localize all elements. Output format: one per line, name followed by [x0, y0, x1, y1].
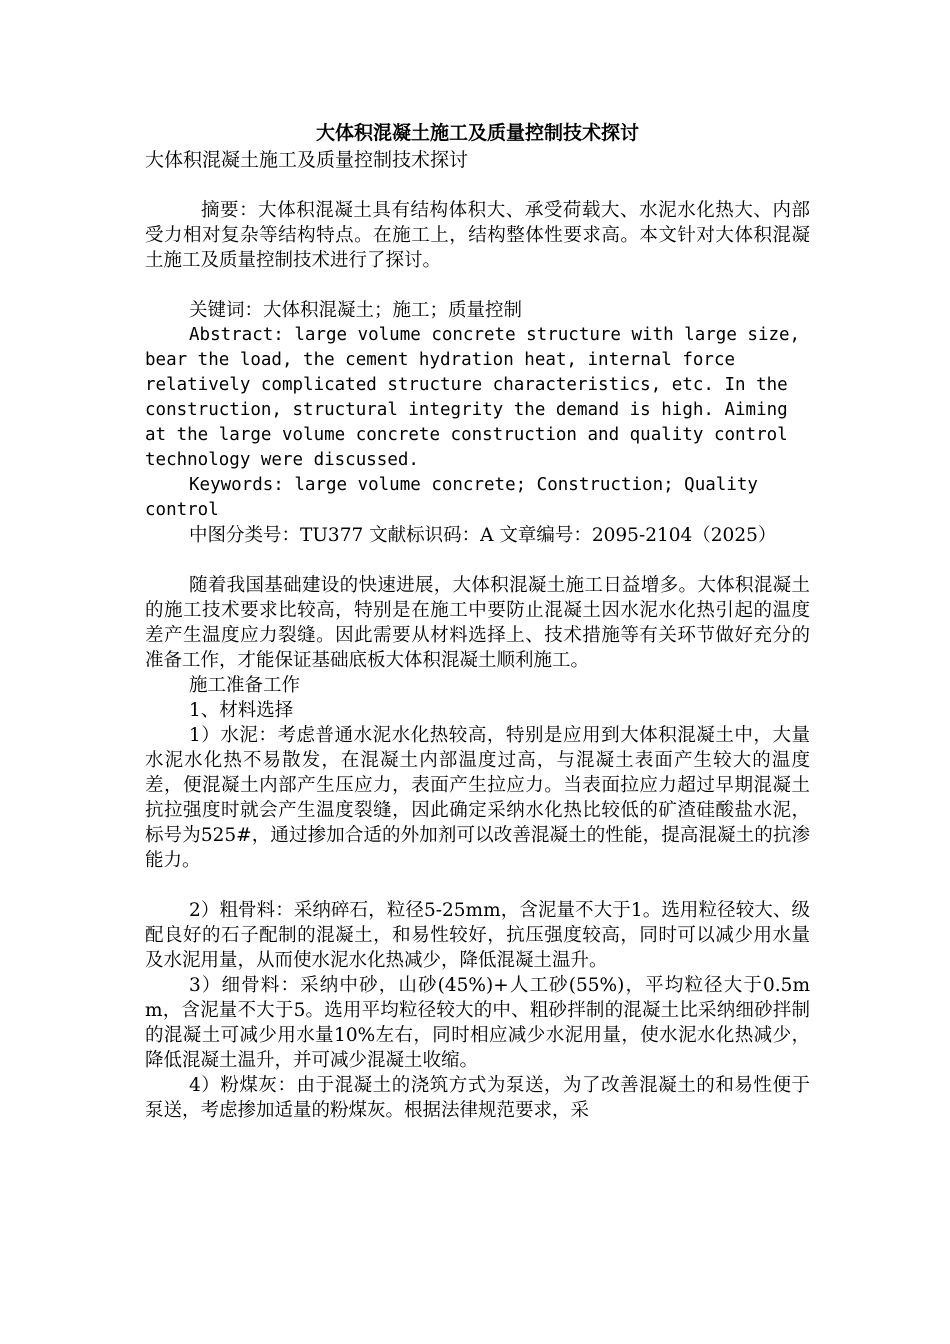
item-coarse-aggregate: 2）粗骨料：采纳碎石，粒径5-25mm，含泥量不大于1。选用粒径较大、级配良好的石子配制的混凝土，和易性较好，抗压强度较高，同时可以减少用水量及水泥用量，从而使水泥水化热减少，降低混凝土温升。	[145, 900, 810, 971]
document-subtitle: 大体积混凝土施工及质量控制技术探讨	[145, 149, 469, 171]
item-fine-aggregate: 3）细骨料：采纳中砂，山砂(45%)+人工砂(55%)，平均粒径大于0.5mm，含泥量不大于5。选用平均粒径较大的中、粗砂拌制的混凝土比采纳细砂拌制的混凝土可减少用水量10%左右，同时相应减少水泥用量，使水泥水化热减少，降低混凝土温升，并可减少混凝土收缩。	[145, 975, 810, 1071]
keywords-cn: 关键词：大体积混凝土；施工；质量控制	[189, 300, 523, 321]
spacer	[145, 548, 810, 573]
keywords-en: Keywords: large volume concrete; Construction; Quality control	[145, 475, 758, 520]
section-heading: 施工准备工作	[189, 675, 301, 696]
abstract-en: Abstract: large volume concrete structure with large size, bear the load, the cement hydration heat, internal force relatively complicated structure characteristics, etc. In the construction, structural integrity the demand is high. Aiming at the large volume concrete construction and quality control technology were discussed.	[145, 325, 801, 470]
document-title: 大体积混凝土施工及质量控制技术探讨	[315, 122, 639, 144]
spacer	[145, 173, 810, 198]
document-page	[145, 118, 810, 1123]
subsection-heading: 1、材料选择	[189, 700, 294, 721]
abstract-cn: 摘要：大体积混凝土具有结构体积大、承受荷载大、水泥水化热大、内部受力相对复杂等结构特点。在施工上，结构整体性要求高。本文针对大体积混凝土施工及质量控制技术进行了探讨。	[145, 200, 810, 271]
spacer	[145, 273, 810, 298]
classification: 中图分类号：TU377 文献标识码：A 文章编号：2095-2104（2025）	[189, 525, 777, 546]
intro-paragraph: 随着我国基础建设的快速进展，大体积混凝土施工日益增多。大体积混凝土的施工技术要求比较高，特别是在施工中要防止混凝土因水泥水化热引起的温度差产生温度应力裂缝。因此需要从材料选择上、技术措施等有关环节做好充分的准备工作，才能保证基础底板大体积混凝土顺利施工。	[145, 575, 810, 671]
item-cement: 1）水泥：考虑普通水泥水化热较高，特别是应用到大体积混凝土中，大量水泥水化热不易散发，在混凝土内部温度过高，与混凝土表面产生较大的温度差，便混凝土内部产生压应力，表面产生拉应力。当表面拉应力超过早期混凝土抗拉强度时就会产生温度裂缝，因此确定采纳水化热比较低的矿渣硅酸盐水泥，标号为525#，通过掺加合适的外加剂可以改善混凝土的性能，提高混凝土的抗渗能力。	[145, 725, 810, 871]
item-fly-ash: 4）粉煤灰：由于混凝土的浇筑方式为泵送，为了改善混凝土的和易性便于泵送，考虑掺加适量的粉煤灰。根据法律规范要求，采	[145, 1075, 810, 1121]
spacer	[145, 873, 810, 898]
